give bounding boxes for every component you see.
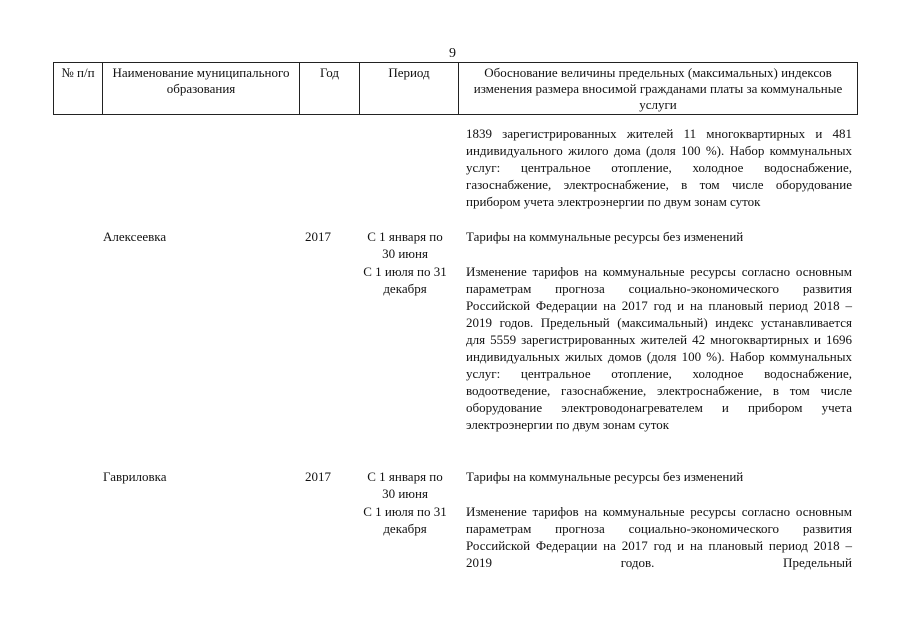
justification-second-half: Изменение тарифов на коммунальные ресурсы согласно основным параметрам прогноза социально-экономического развития Российской Федерации на 2017 год и на плановый период 2018 – 2019 годов. Предельный bbox=[466, 504, 852, 570]
table-header bbox=[53, 62, 858, 115]
justification-first-half: Тарифы на коммунальные ресурсы без изменений bbox=[466, 469, 744, 484]
row-year: 2017 bbox=[305, 229, 331, 244]
header-period: Период bbox=[360, 63, 459, 115]
table-header-row bbox=[54, 63, 858, 115]
justification-second-half: Изменение тарифов на коммунальные ресурсы согласно основным параметрам прогноза социально-экономического развития Российской Федерации на 2017 год и на плановый период 2018 – 2019 годов. Предельный (максимальный) индекс устанавливается для 5559 зарегистрированных жителей 42 многоквартирных и 1696 индивидуальных жилых домов (доля 100 %). Набор коммунальных услуг: центральное отопление, холодное водоснабжение, водоотведение, газоснабжение, электроснабжение, в том числе оборудование электроводонагревателем и прибором учета электроэнергии по двум зонам суток bbox=[466, 264, 852, 432]
continuation-text: 1839 зарегистрированных жителей 11 многоквартирных и 481 индивидуального жилого дома (доля 100 %). Набор коммунальных услуг: центральное отопление, холодное водоснабжение, газоснабжение, электроснабжение, в том числе оборудование прибором учета электроэнергии по двум зонам суток bbox=[466, 126, 852, 209]
period-second-half: С 1 июля по 31 декабря bbox=[363, 264, 447, 296]
header-justification: Обоснование величины предельных (максимальных) индексов изменения размера вносимой гражданами платы за коммунальные услуги bbox=[459, 63, 858, 115]
municipality-name: Алексеевка bbox=[103, 229, 167, 244]
header-number: № п/п bbox=[54, 63, 103, 115]
row-year: 2017 bbox=[305, 469, 331, 484]
header-municipality: Наименование муниципального образования bbox=[103, 63, 300, 115]
municipality-name: Гавриловка bbox=[103, 469, 167, 484]
period-first-half: С 1 января по 30 июня bbox=[367, 229, 443, 261]
period-second-half: С 1 июля по 31 декабря bbox=[363, 504, 447, 536]
header-year: Год bbox=[300, 63, 360, 115]
justification-first-half: Тарифы на коммунальные ресурсы без изменений bbox=[466, 229, 744, 244]
period-first-half: С 1 января по 30 июня bbox=[367, 469, 443, 501]
page-number: 9 bbox=[449, 46, 456, 61]
